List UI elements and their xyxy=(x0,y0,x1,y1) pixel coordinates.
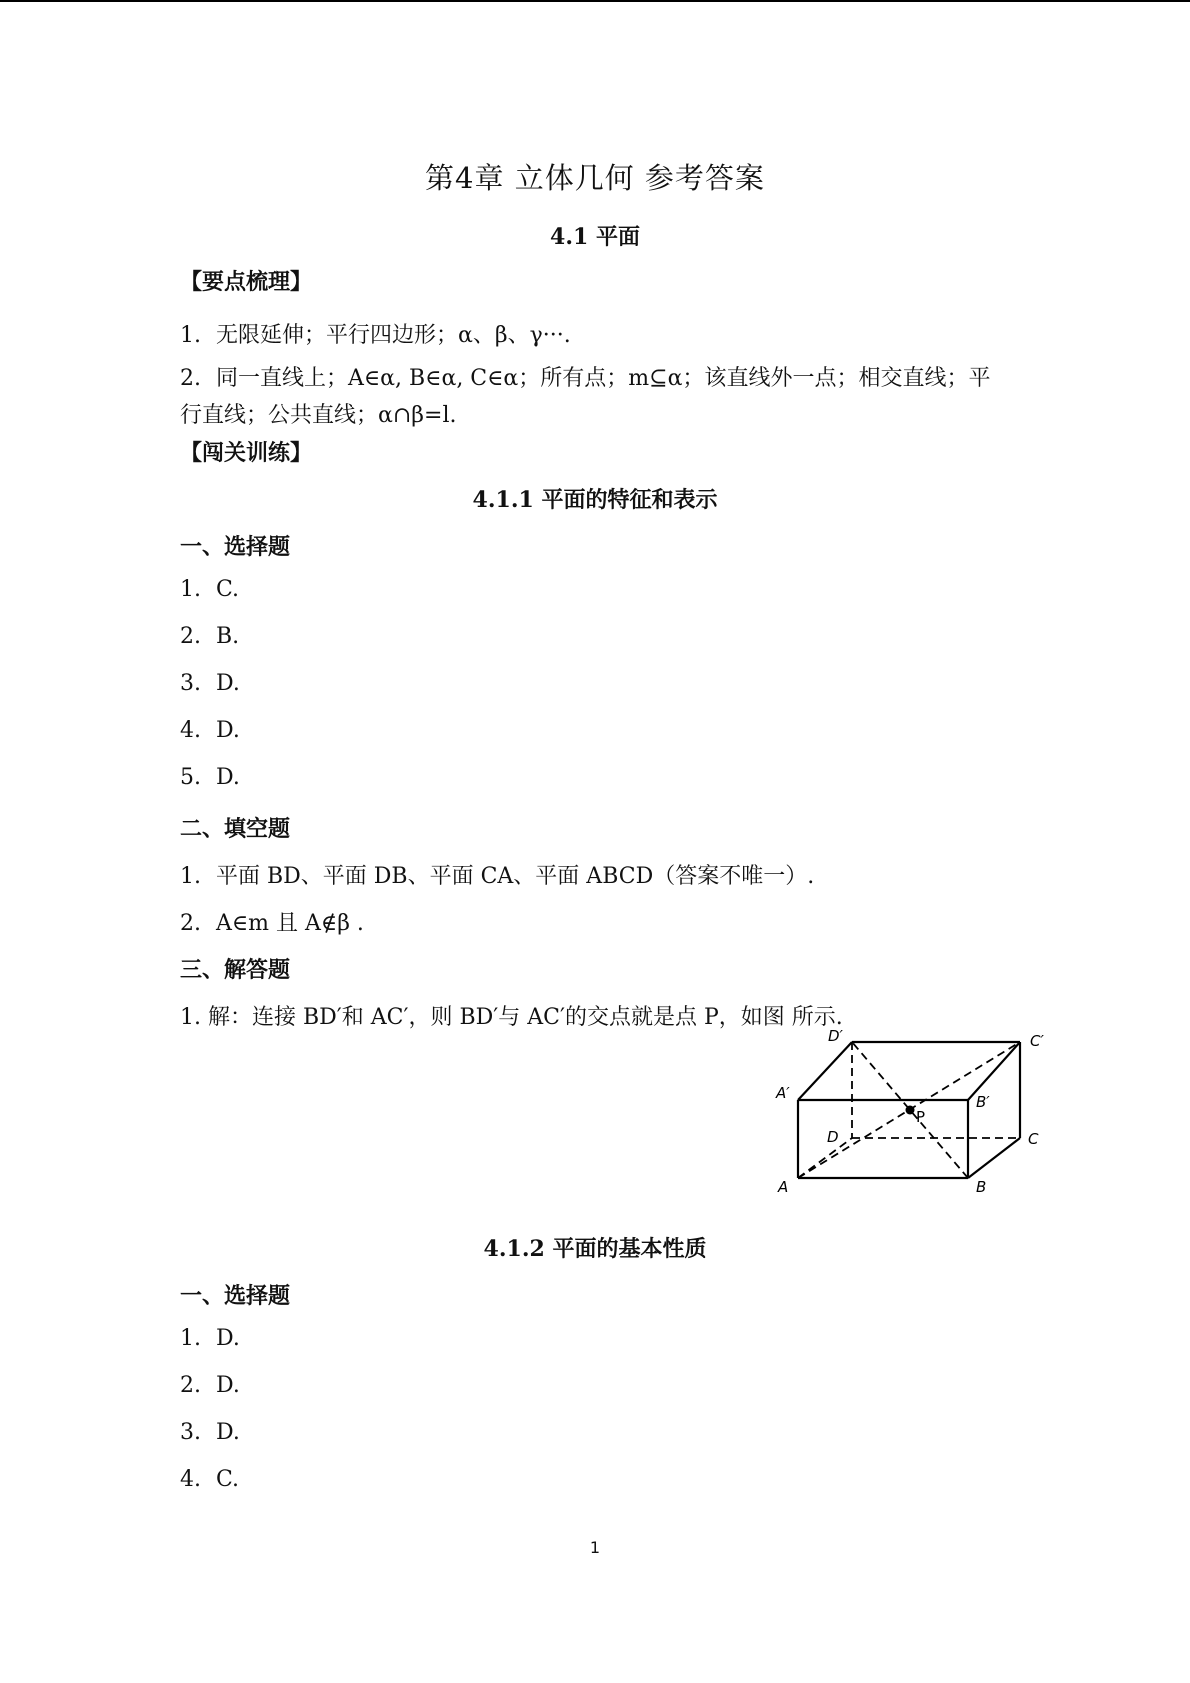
mc-answer-text: C. xyxy=(216,577,240,602)
mc-answer-text: B. xyxy=(216,624,240,649)
edge-B1C1 xyxy=(968,1042,1020,1100)
fill-answer xyxy=(180,859,814,890)
mc-answer xyxy=(180,1467,239,1492)
mc-answer xyxy=(180,1326,240,1351)
mc-label-4-1-1: 一、选择题 xyxy=(180,534,291,560)
key-points-label: 【要点梳理】 xyxy=(180,269,313,295)
cuboid-figure xyxy=(770,1030,1070,1200)
mc-answer xyxy=(180,1373,240,1398)
section-4-1-2-heading: 4.1.2 平面的基本性质 xyxy=(483,1236,707,1262)
mc-answer xyxy=(180,624,239,649)
mc-answer-num: 4. xyxy=(180,1467,201,1492)
fill-answer-text: A∈m 且 A∉β . xyxy=(216,911,364,936)
label-P: P xyxy=(916,1108,926,1126)
mc-answer-num: 2. xyxy=(180,624,201,649)
key-point-1 xyxy=(180,318,571,349)
point-P xyxy=(906,1106,915,1115)
mc-answer-num: 3. xyxy=(180,1420,201,1445)
label-D: D xyxy=(827,1128,839,1146)
mc-answer-num: 2. xyxy=(180,1373,201,1398)
section-4-1-1-heading: 4.1.1 平面的特征和表示 xyxy=(472,487,718,513)
label-B: B xyxy=(976,1178,987,1196)
edge-BC xyxy=(968,1138,1020,1178)
mc-answer-text: D. xyxy=(216,1326,240,1351)
label-D1: D′ xyxy=(828,1030,843,1045)
mc-answer xyxy=(180,671,240,696)
mc-answer-text: C. xyxy=(216,1467,240,1492)
solve-label: 三、解答题 xyxy=(180,957,291,983)
mc-answer-text: D. xyxy=(216,765,240,790)
mc-answer xyxy=(180,577,239,602)
mc-answer xyxy=(180,1420,240,1445)
mc-answer-num: 3. xyxy=(180,671,201,696)
key-point-1-num: 1. xyxy=(180,323,201,348)
fill-answer-num: 2. xyxy=(180,911,201,936)
label-A1: A′ xyxy=(776,1084,790,1102)
label-C1: C′ xyxy=(1030,1032,1044,1050)
mc-answer-text: D. xyxy=(216,1420,240,1445)
mc-label-4-1-2: 一、选择题 xyxy=(180,1283,291,1309)
key-point-2 xyxy=(180,360,1010,434)
mc-answer-num: 1. xyxy=(180,577,201,602)
key-point-1-text: 无限延伸；平行四边形；α、β、γ···. xyxy=(216,323,571,348)
mc-answer xyxy=(180,765,240,790)
solve-answer-1: 1. 解：连接 BD′和 AC′，则 BD′与 AC′的交点就是点 P，如图 所示. xyxy=(180,1005,843,1030)
mc-answer-text: D. xyxy=(216,718,240,743)
mc-answer-text: D. xyxy=(216,671,240,696)
fill-answer-num: 1. xyxy=(180,864,201,889)
mc-answer-num: 5. xyxy=(180,765,201,790)
fill-label: 二、填空题 xyxy=(180,816,291,842)
fill-answer xyxy=(180,906,364,937)
page-number: 1 xyxy=(589,1538,601,1557)
hidden-edge-AD xyxy=(798,1138,852,1178)
training-label: 【闯关训练】 xyxy=(180,440,313,466)
label-B1: B′ xyxy=(976,1093,990,1111)
top-rule xyxy=(0,0,1190,2)
mc-answer-num: 4. xyxy=(180,718,201,743)
key-point-2-text: 同一直线上；A∈α, B∈α, C∈α；所有点；m⊆α；该直线外一点；相交直线；平行直线；公共直线；α∩β=l. xyxy=(180,366,991,428)
mc-answer-text: D. xyxy=(216,1373,240,1398)
label-A: A xyxy=(778,1178,789,1196)
label-C: C xyxy=(1028,1130,1039,1148)
mc-answer-num: 1. xyxy=(180,1326,201,1351)
edge-A1D1 xyxy=(798,1042,852,1100)
mc-answer xyxy=(180,718,240,743)
document-title: 第4章 立体几何 参考答案 xyxy=(425,161,765,195)
key-point-2-num: 2. xyxy=(180,366,201,391)
fill-answer-text: 平面 BD、平面 DB、平面 CA、平面 ABCD（答案不唯一）. xyxy=(216,864,815,889)
section-4-1-heading: 4.1 平面 xyxy=(550,224,640,250)
